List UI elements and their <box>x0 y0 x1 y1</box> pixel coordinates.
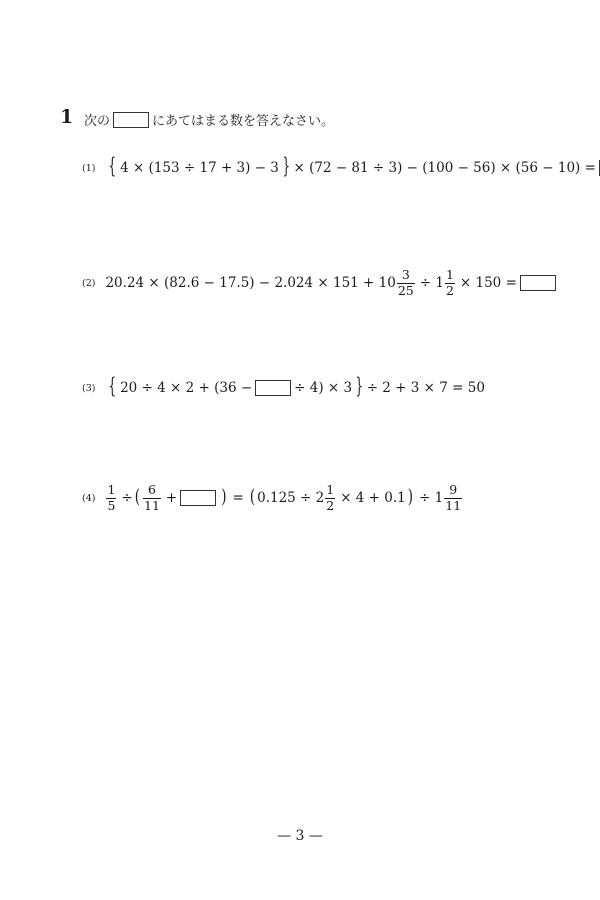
instruction-text-pre: 次の <box>84 114 111 129</box>
problem-2 <box>82 269 559 297</box>
fraction-numerator: 1 <box>326 482 335 497</box>
problem-2-expr-part3: × 150 = <box>459 275 517 291</box>
problem-4-expr-part1: 0.125 ÷ 2 <box>257 490 325 506</box>
problem-3-expr-part2: ÷ 4) × 3 <box>294 380 353 396</box>
answer-box-2[interactable] <box>520 275 556 291</box>
right-paren: ) <box>407 485 414 509</box>
problem-1-expr-part2: × (72 − 81 ÷ 3) − (100 − 56) × (56 − 10) = <box>293 160 596 176</box>
problem-4-divide-sign: ÷ <box>121 490 133 506</box>
problem-4-label: (4) <box>82 492 96 504</box>
fraction-denominator: 11 <box>144 497 160 513</box>
right-brace: } <box>282 154 291 180</box>
right-brace: } <box>355 374 364 400</box>
fraction-1-5 <box>106 484 116 512</box>
fraction-numerator: 1 <box>107 482 116 497</box>
problem-3-expr-part1: 20 ÷ 4 × 2 + (36 − <box>120 380 253 396</box>
problem-1 <box>82 154 600 180</box>
right-paren: ) <box>221 485 227 509</box>
fraction-1-2 <box>325 484 335 512</box>
problem-2-expr-part1: 20.24 × (82.6 − 17.5) − 2.024 × 151 + 10 <box>105 275 396 291</box>
fraction-numerator: 6 <box>147 482 156 497</box>
fraction-denominator: 11 <box>445 497 462 513</box>
problem-4-equals-sign: = <box>232 490 244 506</box>
question-number: 1 <box>60 106 74 128</box>
problem-2-expr-part2: ÷ 1 <box>419 275 444 291</box>
left-paren: ( <box>134 485 141 509</box>
instruction-text-post: にあてはまる数を答えなさい。 <box>152 114 335 129</box>
problem-4 <box>82 484 463 512</box>
fraction-numerator: 9 <box>449 482 458 497</box>
fraction-denominator: 2 <box>326 497 335 513</box>
fraction-1-2 <box>445 269 455 297</box>
left-brace: { <box>108 154 117 180</box>
fraction-numerator: 3 <box>401 267 410 282</box>
left-paren: ( <box>249 485 256 509</box>
problem-1-expr-part1: 4 × (153 ÷ 17 + 3) − 3 <box>120 160 279 176</box>
page-number: — 3 — <box>277 828 323 844</box>
fraction-6-11 <box>143 484 161 512</box>
problem-3-label: (3) <box>82 382 96 394</box>
problem-3-expr-part3: ÷ 2 + 3 × 7 = 50 <box>366 380 485 396</box>
fraction-3-25 <box>397 269 415 297</box>
problem-3 <box>82 374 485 400</box>
question-instruction <box>84 110 334 129</box>
fraction-denominator: 25 <box>397 282 414 298</box>
problem-4-expr-part2: × 4 + 0.1 <box>340 490 406 506</box>
problem-2-label: (2) <box>82 277 96 289</box>
left-brace: { <box>108 374 117 400</box>
problem-4-plus-sign: + <box>165 490 178 506</box>
answer-box-4[interactable] <box>180 490 216 506</box>
fraction-numerator: 1 <box>445 267 454 282</box>
problem-4-expr-part3: ÷ 1 <box>419 490 444 506</box>
fraction-denominator: 2 <box>445 282 454 298</box>
answer-box-3[interactable] <box>255 380 291 396</box>
fraction-9-11 <box>444 484 462 512</box>
problem-1-label: (1) <box>82 162 96 174</box>
instruction-blank-box <box>113 112 149 128</box>
fraction-denominator: 5 <box>107 497 116 513</box>
